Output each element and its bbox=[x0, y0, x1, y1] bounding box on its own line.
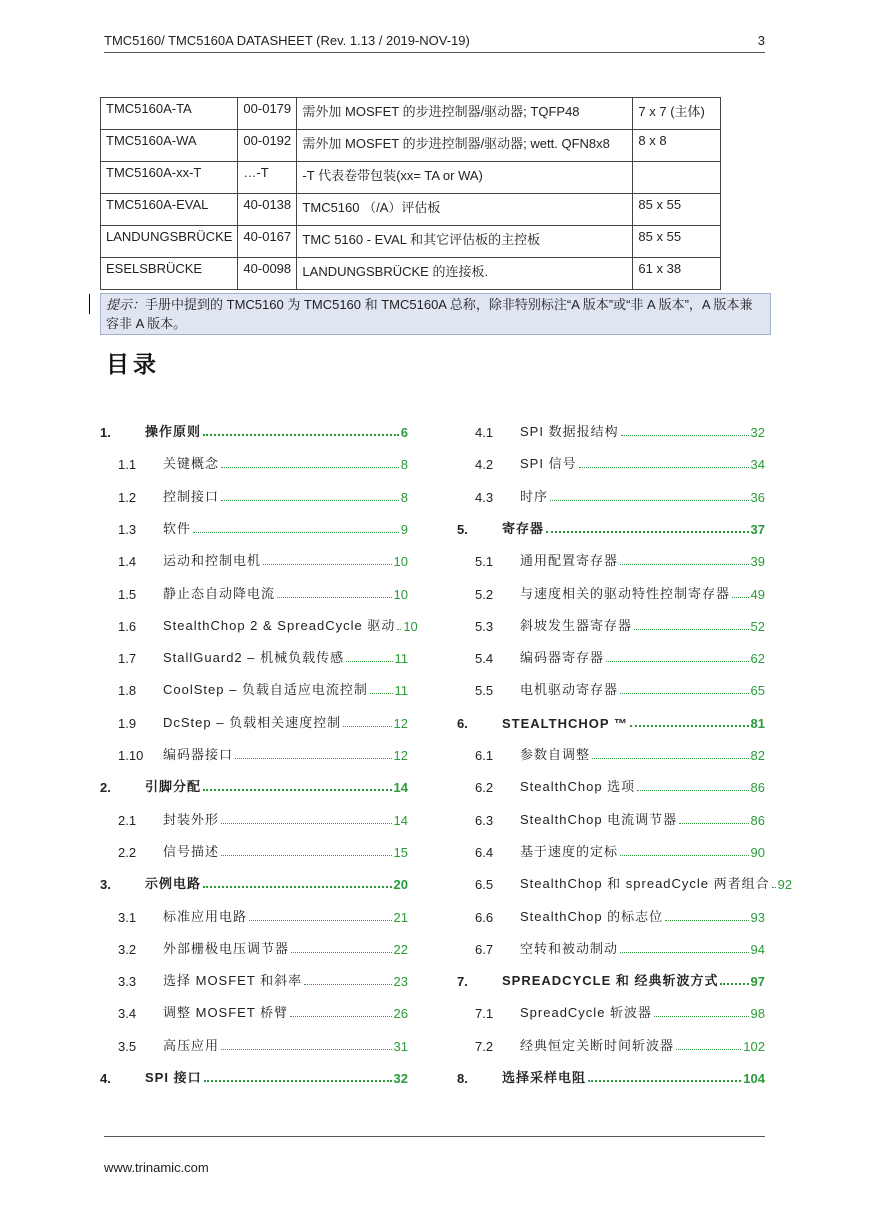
page-header bbox=[104, 30, 765, 53]
toc-entry-page: 12 bbox=[393, 715, 408, 731]
toc-entry[interactable] bbox=[100, 1001, 408, 1021]
toc-entry-title: 寄存器 bbox=[502, 520, 545, 536]
toc-leader-dots bbox=[679, 823, 748, 824]
product-description: LANDUNGSBRÜCKE 的连接板. bbox=[297, 258, 633, 290]
toc-leader-dots bbox=[588, 1080, 741, 1082]
product-size bbox=[633, 162, 721, 194]
toc-entry[interactable] bbox=[100, 937, 408, 957]
toc-entry-number: 2.1 bbox=[118, 812, 137, 828]
toc-leader-dots bbox=[606, 661, 749, 662]
page-number: 3 bbox=[757, 33, 765, 48]
toc-leader-dots bbox=[263, 564, 392, 565]
order-code: 00-0179 bbox=[238, 98, 297, 130]
toc-leader-dots bbox=[343, 726, 391, 727]
toc-entry-number: 6. bbox=[457, 715, 468, 731]
toc-entry-title: 斜坡发生器寄存器 bbox=[520, 617, 633, 633]
toc-entry-title: DcStep – 负载相关速度控制 bbox=[163, 714, 342, 730]
toc-entry-title: CoolStep – 负载自适应电流控制 bbox=[163, 682, 368, 698]
toc-entry[interactable] bbox=[100, 549, 408, 569]
toc-entry[interactable] bbox=[100, 808, 408, 828]
toc-entry-number: 5.1 bbox=[475, 554, 494, 570]
toc-entry-title: SpreadCycle 斩波器 bbox=[520, 1005, 653, 1021]
toc-entry-title: 标准应用电路 bbox=[163, 908, 248, 924]
toc-entry-title: 参数自调整 bbox=[520, 747, 591, 762]
product-description: 需外加 MOSFET 的步进控制器/驱动器; TQFP48 bbox=[297, 98, 633, 130]
toc-entry[interactable] bbox=[457, 517, 765, 537]
product-name: TMC5160A-WA bbox=[101, 130, 238, 162]
toc-entry[interactable] bbox=[457, 646, 765, 666]
toc-entry-page: 11 bbox=[394, 683, 408, 699]
note-text: 手册中提到的 TMC5160 为 TMC5160 和 TMC5160A 总称，除非特别标注“A 版本”或“非 A 版本”，A 版本兼容非 A 版本。 bbox=[106, 297, 753, 331]
product-size: 7 x 7 (主体) bbox=[633, 98, 721, 130]
toc-entry-title: 基于速度的定标 bbox=[520, 843, 619, 859]
toc-leader-dots bbox=[654, 1016, 748, 1017]
toc-entry-page: 10 bbox=[403, 618, 418, 634]
toc-entry-number: 7. bbox=[457, 974, 468, 990]
toc-entry-number: 8. bbox=[457, 1071, 468, 1086]
toc-entry[interactable] bbox=[100, 872, 408, 892]
toc-leader-dots bbox=[592, 758, 749, 759]
product-description: -T 代表卷带包装(xx= TA or WA) bbox=[297, 162, 633, 194]
product-row bbox=[101, 162, 721, 194]
toc-entry-title: SPI 接口 bbox=[145, 1070, 202, 1085]
toc-entry-number: 6.5 bbox=[475, 877, 494, 893]
toc-entry-title: 经典恒定关断时间斩波器 bbox=[520, 1037, 675, 1053]
toc-entry-number: 1.6 bbox=[118, 618, 137, 634]
toc-leader-dots bbox=[620, 855, 749, 856]
toc-entry-page: 62 bbox=[750, 651, 765, 667]
toc-entry-title: 操作原则 bbox=[145, 424, 202, 439]
toc-entry-number: 1.2 bbox=[118, 489, 137, 505]
toc-entry-title: 电机驱动寄存器 bbox=[520, 682, 619, 698]
product-row bbox=[101, 98, 721, 130]
note-label: 提示： bbox=[106, 297, 146, 312]
toc-entry-number: 2.2 bbox=[118, 844, 137, 860]
toc-entry-title: SPI 信号 bbox=[520, 456, 577, 472]
product-name: TMC5160A-EVAL bbox=[101, 194, 238, 226]
toc-entry-page: 86 bbox=[750, 812, 765, 828]
toc-entry-title: StealthChop 电流调节器 bbox=[520, 811, 678, 827]
toc-entry-page: 32 bbox=[750, 425, 765, 440]
product-row bbox=[101, 258, 721, 290]
order-code: …-T bbox=[238, 162, 297, 194]
toc-entry-page: 36 bbox=[750, 489, 765, 505]
toc-entry[interactable] bbox=[100, 517, 408, 537]
toc-entry-page: 8 bbox=[400, 489, 408, 505]
toc-entry-title: STEALTHCHOP ™ bbox=[502, 715, 628, 731]
toc-entry-title: 选择采样电阻 bbox=[502, 1070, 587, 1085]
toc-entry-title: SPREADCYCLE 和 经典斩波方式 bbox=[502, 973, 719, 989]
toc-entry-number: 3.3 bbox=[118, 974, 137, 990]
toc-entry-number: 3. bbox=[100, 877, 111, 893]
toc-entry-page: 14 bbox=[393, 780, 408, 796]
toc-entry[interactable] bbox=[457, 420, 765, 440]
toc-entry-title: SPI 数据报结构 bbox=[520, 424, 619, 439]
toc-entry-page: 14 bbox=[393, 812, 408, 828]
toc-leader-dots bbox=[203, 886, 392, 888]
toc-entry-page: 92 bbox=[777, 877, 793, 893]
toc-leader-dots bbox=[346, 661, 392, 662]
toc-leader-dots bbox=[221, 500, 399, 501]
footer-divider bbox=[104, 1136, 765, 1137]
toc-entry-page: 86 bbox=[750, 780, 765, 796]
product-size: 85 x 55 bbox=[633, 226, 721, 258]
toc-entry-page: 32 bbox=[393, 1071, 408, 1086]
toc-entry-number: 6.3 bbox=[475, 812, 494, 828]
toc-entry[interactable] bbox=[100, 905, 408, 925]
toc-leader-dots bbox=[397, 629, 401, 630]
footer-url[interactable]: www.trinamic.com bbox=[104, 1160, 209, 1175]
toc-entry-number: 1.4 bbox=[118, 554, 137, 570]
toc-entry-number: 1.9 bbox=[118, 715, 137, 731]
product-description: TMC5160 （/A）评估板 bbox=[297, 194, 633, 226]
toc-leader-dots bbox=[634, 629, 749, 630]
toc-leader-dots bbox=[249, 920, 392, 921]
toc-entry-page: 93 bbox=[750, 909, 765, 925]
toc-entry-number: 5.2 bbox=[475, 586, 494, 602]
toc-leader-dots bbox=[290, 1016, 391, 1017]
toc-entry-title: 封装外形 bbox=[163, 811, 220, 827]
toc-leader-dots bbox=[546, 531, 749, 533]
product-description: 需外加 MOSFET 的步进控制器/驱动器; wett. QFN8x8 bbox=[297, 130, 633, 162]
toc-entry-title: 时序 bbox=[520, 488, 549, 504]
toc-leader-dots bbox=[204, 1080, 392, 1082]
toc-entry-title: 关键概念 bbox=[163, 456, 220, 472]
order-code: 40-0098 bbox=[238, 258, 297, 290]
toc-entry[interactable] bbox=[457, 485, 765, 505]
toc-leader-dots bbox=[579, 467, 749, 468]
toc-entry-page: 104 bbox=[743, 1071, 765, 1086]
toc-entry[interactable] bbox=[457, 840, 765, 860]
toc-entry[interactable] bbox=[100, 711, 408, 731]
toc-entry-page: 10 bbox=[393, 586, 408, 602]
product-table bbox=[100, 97, 721, 290]
product-row bbox=[101, 130, 721, 162]
toc-entry[interactable] bbox=[100, 678, 408, 698]
toc-entry-page: 39 bbox=[750, 554, 765, 570]
toc-entry-page: 21 bbox=[393, 909, 408, 925]
toc-leader-dots bbox=[732, 597, 749, 598]
toc-entry-title: StealthChop 2 & SpreadCycle 驱动 bbox=[163, 617, 396, 633]
product-name: TMC5160A-xx-T bbox=[101, 162, 238, 194]
toc-entry[interactable] bbox=[100, 969, 408, 989]
toc-entry-number: 5.5 bbox=[475, 683, 494, 699]
product-name: TMC5160A-TA bbox=[101, 98, 238, 130]
toc-leader-dots bbox=[304, 984, 391, 985]
toc-entry-number: 5.3 bbox=[475, 618, 494, 634]
toc-entry-title: 编码器寄存器 bbox=[520, 650, 605, 666]
toc-leader-dots bbox=[277, 597, 392, 598]
toc-entry-page: 26 bbox=[393, 1006, 408, 1022]
toc-entry-page: 12 bbox=[393, 748, 408, 763]
toc-entry-number: 3.2 bbox=[118, 941, 137, 957]
toc-entry-page: 102 bbox=[743, 1038, 765, 1054]
toc-entry[interactable] bbox=[100, 840, 408, 860]
product-name: ESELSBRÜCKE bbox=[101, 258, 238, 290]
toc-entry[interactable] bbox=[100, 646, 408, 666]
toc-entry[interactable] bbox=[457, 678, 765, 698]
toc-leader-dots bbox=[620, 952, 749, 953]
toc-entry-number: 3.1 bbox=[118, 909, 137, 925]
toc-leader-dots bbox=[720, 983, 748, 985]
product-size: 85 x 55 bbox=[633, 194, 721, 226]
toc-leader-dots bbox=[676, 1049, 741, 1050]
toc-leader-dots bbox=[235, 758, 392, 759]
toc-entry-number: 5. bbox=[457, 521, 468, 537]
product-row bbox=[101, 226, 721, 258]
toc-entry-title: 静止态自动降电流 bbox=[163, 585, 276, 601]
toc-entry[interactable] bbox=[457, 808, 765, 828]
order-code: 40-0138 bbox=[238, 194, 297, 226]
toc-entry[interactable] bbox=[100, 485, 408, 505]
toc-entry[interactable] bbox=[457, 549, 765, 569]
toc-entry[interactable] bbox=[100, 420, 408, 440]
toc-entry-number: 4. bbox=[100, 1071, 111, 1086]
toc-entry-page: 65 bbox=[750, 683, 765, 699]
order-code: 00-0192 bbox=[238, 130, 297, 162]
toc-entry[interactable] bbox=[100, 582, 408, 602]
toc-entry-page: 90 bbox=[750, 844, 765, 860]
toc-entry-page: 82 bbox=[750, 748, 765, 763]
toc-leader-dots bbox=[370, 693, 393, 694]
toc-entry-title: 软件 bbox=[163, 520, 192, 536]
toc-entry[interactable] bbox=[457, 711, 765, 731]
toc-entry-number: 4.1 bbox=[475, 425, 494, 440]
toc-entry-page: 11 bbox=[394, 651, 408, 667]
toc-entry-title: 编码器接口 bbox=[163, 747, 234, 762]
toc-entry[interactable] bbox=[457, 1034, 765, 1054]
toc-entry-page: 52 bbox=[750, 618, 765, 634]
toc-entry-title: 信号描述 bbox=[163, 843, 220, 859]
toc-entry-page: 37 bbox=[750, 521, 765, 537]
toc-leader-dots bbox=[221, 1049, 392, 1050]
toc-entry[interactable] bbox=[457, 1001, 765, 1021]
toc-leader-dots bbox=[221, 823, 392, 824]
toc-entry-number: 5.4 bbox=[475, 651, 494, 667]
toc-entry-title: StallGuard2 – 机械负载传感 bbox=[163, 650, 345, 666]
toc-entry-title: StealthChop 和 spreadCycle 两者组合 bbox=[520, 876, 770, 892]
toc-leader-dots bbox=[221, 467, 399, 468]
toc-entry[interactable] bbox=[100, 743, 408, 763]
toc-entry[interactable] bbox=[100, 1066, 408, 1086]
toc-entry-page: 9 bbox=[400, 521, 408, 537]
toc-entry[interactable] bbox=[457, 775, 765, 795]
toc-entry[interactable] bbox=[457, 743, 765, 763]
toc-entry-title: 选择 MOSFET 和斜率 bbox=[163, 973, 303, 989]
product-size: 61 x 38 bbox=[633, 258, 721, 290]
toc-entry-number: 6.7 bbox=[475, 941, 494, 957]
toc-entry-title: 调整 MOSFET 桥臂 bbox=[163, 1005, 289, 1021]
toc-entry-title: 高压应用 bbox=[163, 1037, 220, 1053]
toc-entry-number: 6.6 bbox=[475, 909, 494, 925]
toc-entry-title: 空转和被动制动 bbox=[520, 940, 619, 956]
toc-entry-title: 示例电路 bbox=[145, 876, 202, 892]
toc-leader-dots bbox=[665, 920, 748, 921]
toc-entry-title: 通用配置寄存器 bbox=[520, 553, 619, 569]
toc-entry-title: StealthChop 的标志位 bbox=[520, 908, 664, 924]
toc-leader-dots bbox=[772, 887, 776, 888]
toc-entry-number: 7.1 bbox=[475, 1006, 494, 1022]
note-box bbox=[100, 293, 771, 335]
toc-entry-page: 20 bbox=[393, 877, 408, 893]
toc-entry-page: 10 bbox=[393, 554, 408, 570]
toc-entry[interactable] bbox=[457, 582, 765, 602]
toc-entry-page: 8 bbox=[400, 457, 408, 473]
toc-entry-title: StealthChop 选项 bbox=[520, 779, 636, 795]
toc-leader-dots bbox=[203, 789, 392, 791]
toc-entry[interactable] bbox=[100, 452, 408, 472]
toc-leader-dots bbox=[620, 564, 749, 565]
toc-entry-number: 1.8 bbox=[118, 683, 137, 699]
toc-leader-dots bbox=[203, 434, 399, 436]
toc-leader-dots bbox=[550, 500, 749, 501]
toc-leader-dots bbox=[637, 790, 748, 791]
toc-entry-number: 1.10 bbox=[118, 748, 144, 763]
toc-entry-number: 6.2 bbox=[475, 780, 494, 796]
toc-entry-number: 6.4 bbox=[475, 844, 494, 860]
toc-entry[interactable] bbox=[457, 872, 793, 893]
toc-entry-page: 15 bbox=[393, 844, 408, 860]
toc-entry-number: 6.1 bbox=[475, 748, 494, 763]
toc-entry-number: 1. bbox=[100, 425, 111, 440]
product-description: TMC 5160 - EVAL 和其它评估板的主控板 bbox=[297, 226, 633, 258]
toc-entry-number: 3.4 bbox=[118, 1006, 137, 1022]
toc-leader-dots bbox=[221, 855, 392, 856]
toc-entry-number: 7.2 bbox=[475, 1038, 494, 1054]
toc-entry-page: 6 bbox=[400, 425, 408, 440]
toc-entry-title: 运动和控制电机 bbox=[163, 553, 262, 569]
toc-entry-page: 97 bbox=[750, 974, 765, 990]
toc-entry[interactable] bbox=[100, 1034, 408, 1054]
text-cursor bbox=[89, 294, 90, 314]
toc-entry-page: 31 bbox=[393, 1038, 408, 1054]
toc-entry-number: 4.3 bbox=[475, 489, 494, 505]
toc-entry-number: 3.5 bbox=[118, 1038, 137, 1054]
toc-heading: 目录 bbox=[106, 352, 160, 378]
toc-entry-number: 1.7 bbox=[118, 651, 137, 667]
product-size: 8 x 8 bbox=[633, 130, 721, 162]
toc-entry[interactable] bbox=[457, 614, 765, 634]
toc-entry-number: 2. bbox=[100, 780, 111, 796]
toc-entry-page: 98 bbox=[750, 1006, 765, 1022]
toc-entry-page: 94 bbox=[750, 941, 765, 957]
toc-entry[interactable] bbox=[457, 1066, 765, 1086]
toc-entry-page: 81 bbox=[750, 715, 765, 731]
order-code: 40-0167 bbox=[238, 226, 297, 258]
toc-entry-page: 34 bbox=[750, 457, 765, 473]
toc-leader-dots bbox=[630, 725, 749, 727]
toc-entry-number: 1.3 bbox=[118, 521, 137, 537]
toc-entry-title: 与速度相关的驱动特性控制寄存器 bbox=[520, 585, 731, 601]
toc-entry-title: 引脚分配 bbox=[145, 779, 202, 795]
toc-entry[interactable] bbox=[457, 969, 765, 989]
toc-entry-title: 外部栅极电压调节器 bbox=[163, 940, 290, 956]
toc-entry[interactable] bbox=[457, 905, 765, 925]
document-title: TMC5160/ TMC5160A DATASHEET (Rev. 1.13 / 2019-NOV-19) bbox=[104, 33, 470, 48]
toc-leader-dots bbox=[291, 952, 392, 953]
toc-entry[interactable] bbox=[457, 937, 765, 957]
toc-entry-number: 1.5 bbox=[118, 586, 137, 602]
toc-leader-dots bbox=[620, 693, 749, 694]
toc-entry[interactable] bbox=[457, 452, 765, 472]
product-name: LANDUNGSBRÜCKE bbox=[101, 226, 238, 258]
toc-entry-number: 1.1 bbox=[118, 457, 137, 473]
toc-entry[interactable] bbox=[100, 775, 408, 795]
toc-entry-page: 23 bbox=[393, 974, 408, 990]
toc-entry-page: 49 bbox=[750, 586, 765, 602]
toc-leader-dots bbox=[621, 435, 749, 436]
toc-entry-title: 控制接口 bbox=[163, 488, 220, 504]
toc-entry[interactable] bbox=[100, 614, 418, 634]
product-row bbox=[101, 194, 721, 226]
toc-entry-page: 22 bbox=[393, 941, 408, 957]
toc-entry-number: 4.2 bbox=[475, 457, 494, 473]
toc-leader-dots bbox=[193, 532, 399, 533]
